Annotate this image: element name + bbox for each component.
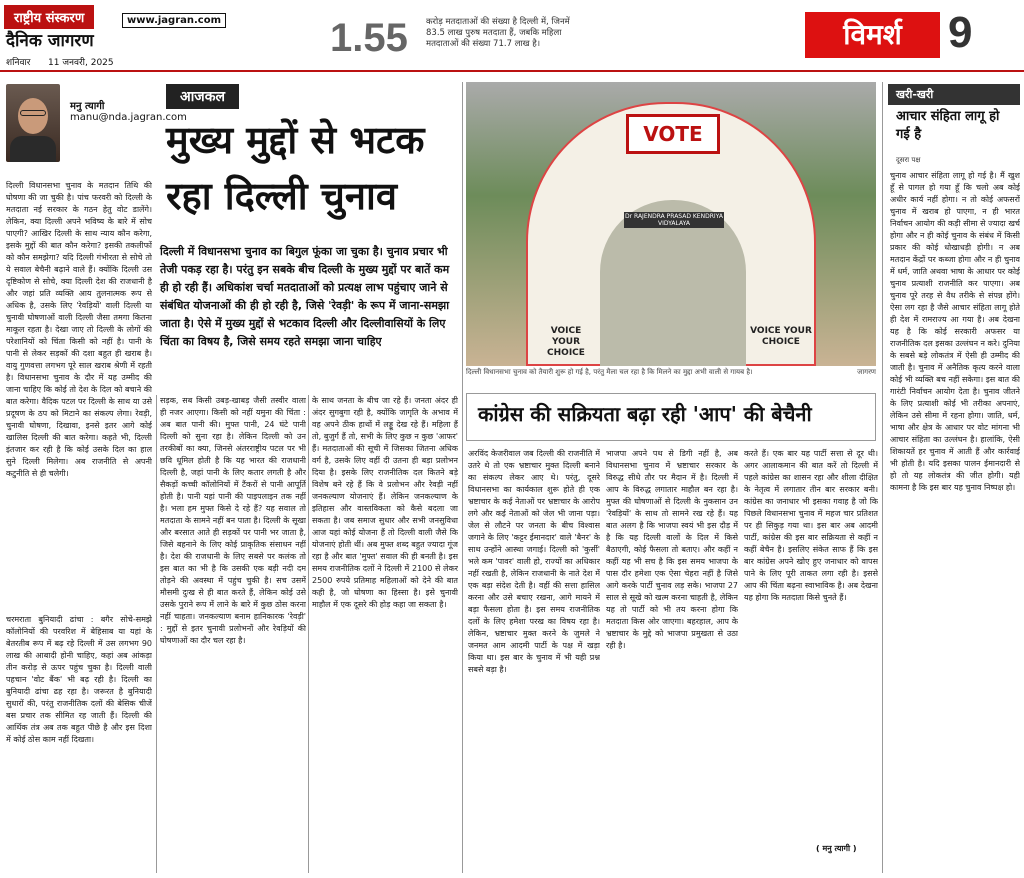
main-article-col2: सड़क, सब किसी उबड़-खाबड़ जैसी तस्वीर वाला ही नजर आएगा। किसी को नहीं यमुना की चिंता : अब बात पानी की। मुफ्त पानी, 24 घंटे पानी दिल्ली को सुना रहा है। लेकिन दिल्ली को उन तरकीबों का क्या, जिनसे अंतरराष्ट्रीय पटल पर भी छवि धूमिल होती है कि यह भारत की राजधानी दिल्ली है, जहां पानी के लिए कतार लगती है और सैकड़ों कच्ची कॉलोनियों में टैंकरों से पानी आपूर्ति होती है। पानी यहां पानी की पाइपलाइन तक नहीं है। भला हम मुफ्त किसे दे रहे हैं? यह सवाल तो मतदाता के सामने नहीं बन पाता है। दिल्ली के सूखा और बरसात आते ही सड़कों पर पानी भर जाता है, जिसे बहनाने के लिए कोई प्राकृतिक संसाधन नहीं है। देश की राजधानी के लिए सबसे पर कलंक तो इस बात का भी है कि उसकी एक बड़ी नदी दम तोड़ने की अवस्था में पहुंच चुकी है। सच उसमें मौसमी दुःख से ही बात करते हैं, लेकिन कोई उसे उसके पुराने रूप में लाने के बारे में कुछ ठोस करना नहीं चाहता। जनकल्याण बनाम हानिकारक 'रेवड़ी' : मुद्दों से इतर चुनावी प्रलोभनों और रेवड़ियों की घोषणाओं का दौर चल रहा है।	[160, 396, 306, 645]
column-divider	[462, 82, 463, 873]
section-title: विमर्श	[805, 12, 940, 58]
sidebar-byline: दूसरा पक्ष	[896, 156, 921, 164]
glasses-icon	[20, 110, 46, 116]
main-article-col3: के साथ जनता के बीच जा रहे हैं। जनता अंदर ही अंदर सुगबुगा रही है, क्योंकि जागृति के अभाव में वह अपने ठीक हाथों में लड्डू देख रहे हैं। महिला हैं तो, बुजुर्ग हैं तो, सभी के लिए कुछ न कुछ 'आफर' हैं। मतदाताओं की सूची में जिसका जितना अधिक वर्ग है, उसके लिए वहीं दी उतना ही बड़ा प्रलोभन दिया है। इसके लिए राजनीतिक दल कितने बड़े विशेष बने रहे हैं कि वे प्रलोभन और रेवड़ी नहीं जनकल्याण योजनाएं हैं। लेकिन जनकल्याण के इतिहास और वास्तविकता को कैसे बदला जा सकता है। जब समाज सुधार और सभी जनसुविधा आज यहां कोई योजना हैं तो दिल्ली वाली जैसे कि योजनाएं होती थीं। अब मुफ्त शब्द बहुत ज्यादा गूंज रहा है और बात 'मुफ्त' सवाल की ही बनती है। इस समय राजनीतिक दलों ने दिल्ली में 2100 से लेकर 2500 रुपये प्रतिमाह महिलाओं को देने की बात कही है, जो घोषणा का हिस्सा है। इसे चुनावी माहौल में एक दूसरे की होड़ कहा जा सकता है।	[312, 396, 458, 609]
author-face	[18, 98, 48, 134]
caption-text: दिल्ली विधानसभा चुनाव को तैयारी शुरू हो गई है, परंतु मैला चल रहा है कि मिलने का मुद्दा अभी वाली से गायब है।	[466, 368, 753, 376]
main-lead: दिल्ली में विधानसभा चुनाव का बिगुल फूंका जा चुका है। चुनाव प्रचार भी तेजी पकड़ रहा है। परंतु इन सबके बीच दिल्ली के मुख्य मुद्दों पर बातें कम ही हो रही हैं। अधिकांश चर्चा मतदाताओं को प्रत्यक्ष लाभ पहुंचाए जाने से संबंधित योजनाओं की ही हो रही है, जिसे 'रेवड़ी' के रूप में जाना-समझा जाता है। ऐसे में मुख्य मुद्दों से भटकाव दिल्ली और दिल्लीवासियों के लिए चिंता का विषय है, जिसे समय रहते समझा जाना चाहिए	[160, 245, 450, 348]
stat-text: करोड़ मतदाताओं की संख्या है दिल्ली में, जिनमें 83.5 लाख पुरुष मतदाता हैं, जबकि महिला मतदाताओं की संख्या 71.7 लाख है।	[426, 17, 570, 49]
author-name: मनु त्यागी	[70, 101, 105, 112]
column-divider	[308, 395, 309, 873]
second-headline: कांग्रेस की सक्रियता बढ़ा रही 'आप' की बेचैनी	[478, 402, 812, 426]
vote-sign: VOTE	[626, 114, 720, 154]
column-divider	[156, 395, 157, 873]
newspaper-logo: दैनिक जागरण	[6, 31, 94, 51]
voice-choice-right: VOICE YOUR CHOICE	[750, 326, 812, 347]
voting-gate-photo	[466, 82, 876, 366]
main-headline: मुख्य मुद्दों से भटक रहा दिल्ली चुनाव	[166, 118, 425, 218]
voice-choice-left: VOICE YOUR CHOICE	[547, 326, 585, 358]
second-article-col2: भाजपा अपने पथ से डिगी नहीं है, अब विधानसभा चुनाव में भ्रष्टाचार सरकार के विरुद्ध सीधे तौर पर मैदान में है। दिल्ली में आप के विरुद्ध लगातार माहौल बन रहा है। मुफ्त की घोषणाओं से दिल्ली के नुकसान उन 'रेवड़ियों' के साथ तो सामने रख रहे हैं। यह बात अलग है कि भाजपा स्वयं भी इस दौड़ में है कि यह दिल्ली वालों के दिल में किसे बैठाएगी, कोई फैसला तो बताए। और कहीं न कहीं यह भी सच है कि इस समय भाजपा के पास दौर हमेशा एक ऐसा चेहरा नहीं है जिसे आगे करके पार्टी चुनाव लड़ सके। भाजपा 27 साल से सूखे को खत्म करना चाहती है, लेकिन यह तो पार्टी को भी तय करना होगा कि मतदाता किस ओर जाएगा। बहरहाल, आप के भ्रष्टाचार के मुद्दे को भाजपा प्रमुखता से उठा रही है।	[606, 449, 738, 650]
edition-label: राष्ट्रीय संस्करण	[4, 5, 94, 29]
photo-credit: जागरण	[857, 368, 876, 376]
photo-caption	[466, 368, 876, 377]
sidebar-headline: आचार संहिता लागू हो गई है	[896, 109, 1000, 142]
website-link[interactable]: www.jagran.com	[122, 13, 226, 28]
column-divider	[882, 82, 883, 873]
stat-number: 1.55	[330, 16, 408, 60]
main-article-col1b: चरमराता बुनियादी ढांचा : बगैर सोचे-समझे कॉलोनियों की परवरिश में बेहिसाब या यहां के बेतरतीब रूप में बढ़ रहे दिल्ली में उस लगभग 90 लाख की आबादी होनी चाहिए, कहां अब आंकड़ा तीन करोड़ से ऊपर पहुंच चुका है। दिल्ली वाली पहचान 'वोट बैंक' भी बढ़ रही है। दिल्ली का बुनियादी ढांचा ढह रहा है। जरूरत है बुनियादी सुधारों की, परंतु राजनीतिक दलों की बेसिक चीजें बस प्रचार तक सीमित रह जाती हैं। दिल्ली की आर्थिक तंत्र अब तक बहुत पीछे है और इस दिशा में कोई ठोस काम नहीं दिखता।	[6, 615, 152, 744]
issue-day: शनिवार	[6, 58, 31, 68]
second-article-byline: ( मनु त्यागी )	[816, 844, 857, 853]
author-email[interactable]: manu@nda.jagran.com	[70, 112, 187, 123]
author-body	[10, 136, 56, 162]
issue-date: 11 जनवरी, 2025	[48, 58, 114, 68]
sidebar-body: चुनाव आचार संहिता लागू हो गई है। मैं खुश हूँ से पागल हो गया हूँ कि चलो अब कोई अधीर कार्य नहीं होगा। न तो कोई अफसरों चुनाव में खराब हो पाएगा, न ही भारत निर्वाचन आयोग की कड़ी सीमा से ज्यादा खर्च होगा और न ही कोई चुनाव के संबंध में किसी प्रकार की कोई धोखाधड़ी होगी। न अब मतदान केंद्रों पर कब्जा होगा और न ही चुनाव में धर्म, जाति अथवा भाषा के आधार पर कोई चुनाव प्रत्याशी राजनीति कर पाएगा। अब चुनाव पूरे तरह से वैध तरीके से संपन्न होंगे। ऐसा लग रहा है जैसे आचार संहिता लागू होते ही देश में रामराज्य आ गया है। अब देखना यह है कि कोई सरकारी अफसर या राजनीतिक दल इसका उल्लंघन न करे। दुनिया के सबसे बड़े लोकतंत्र में ऐसी ही उम्मीद की जाती है। चुनाव में अनैतिक कृत्य करने वाला कोई भी व्यक्ति बच नहीं सकेगा। इस बात की गारंटी निर्वाचन आयोग देता है। चुनाव जीतने के लिए प्रत्याशी कोई भी तरीका अपनाएं, लेकिन उसे सीमा में रहना होगा। जाति, धर्म, भाषा और क्षेत्र के आधार पर वोट मांगना भी आचार संहिता का उल्लंघन है। हालांकि, ऐसी शिकायतें हर चुनाव में आती हैं और कार्रवाई भी होती है। यदि इसका पालन ईमानदारी से हो तो यह लोकतंत्र की जीत होगी। यही कामना है कि इस बार यह चुनाव निष्पक्ष हो।	[890, 171, 1020, 492]
author-photo	[6, 84, 60, 162]
gate-arch	[526, 102, 816, 366]
school-sign: Dr RAJENDRA PRASAD KENDRIYA VIDYALAYA	[625, 213, 723, 227]
second-article-col1: अरविंद केजरीवाल जब दिल्ली की राजनीति में उतरे थे तो एक भ्रष्टाचार मुक्त दिल्ली बनाने का संकल्प लेकर आए थे। परंतु, दूसरे विधानसभा का कार्यकाल शुरू होते ही एक भ्रष्टाचार के कई नेताओं पर भ्रष्टाचार के आरोप लगे और कई नेताओं को जेल भी जाना पड़ा। जेल से लौटने पर जनता के बीच विश्वास जगाने के लिए 'कट्टर ईमानदार' वाले 'बैनर' के साथ उन्होंने आस्था जगाई। दिल्ली को 'कुर्सी' भले कम 'पावर' वाली हो, राज्यों का अधिकार नहीं रखती है, लेकिन राजधानी के नाते देश में एक बड़ा संदेश देती है। वहीं की सत्ता हासिल करना और उसे बचाए रखना, आगे मायने में बड़ा फैसला होता है। इस समय राजनीतिक दलों के लिए हमेशा परख का विषय रहा है। लेकिन, भ्रष्टाचार मुक्त करने के जुमले ने जनमत आम आदमी पार्टी के पक्ष में खड़ा किया था। इस बार के चुनाव में भी यही प्रश्न सबसे बड़ा है।	[468, 449, 600, 674]
page-number: 9	[948, 8, 973, 57]
second-article-col3: करते हैं। एक बार यह पार्टी सत्ता से दूर थी। अगर आलाकमान की बात करें तो दिल्ली में पहले कांग्रेस का शासन रहा और शीला दीक्षित के नेतृत्व में लगातार तीन बार सरकार बनी। कांग्रेस का जनाधार भी इसका गवाह है जो कि पिछले विधानसभा चुनाव में महज चार प्रतिशत पर ही सिकुड़ गया था। इस बार अब आदमी पार्टी, कांग्रेस की इस बार सक्रियता से कहीं न कहीं बेचैन है। इसलिए संकेत साफ हैं कि इस बार कांग्रेस अपने खोए हुए जनाधार को वापस पाने के लिए पूरी ताकत लगा रही है। इससे आप की चिंता बढ़ना स्वाभाविक है। अब देखना यह होगा कि मतदाता किसे चुनते हैं।	[744, 449, 878, 602]
sidebar-kicker: खरी-खरी	[888, 84, 1020, 105]
main-article-col1: दिल्ली विधानसभा चुनाव के मतदान तिथि की घोषणा की जा चुकी है। पांच फरवरी को दिल्ली के मतदाता नई सरकार के गठन हेतु वोट डालेंगे। लेकिन, क्या दिल्ली अपने भविष्य के बारे में सोच पाएगी? आखिर दिल्ली के साथ न्याय कौन करेगा, इसके मुद्दों की बात कौन करेगा? इसकी तकलीफों को कौन समझेगा? यदि दिल्ली गंभीरता से सोचे तो ये सवाल बेचैनी बढ़ाने वाले हैं। क्योंकि दिल्ली उस दृष्टिकोण से सोचे, क्या दिल्ली देश की राजधानी है और जहां प्रति व्यक्ति आय तुलनात्मक रूप से अधिक है, उसके लिए 'रेवड़ियों' वाली दिल्ली या चुनावी घोषणाओं वाली दिल्ली जैसा तमगा कितना माकूल रहता है। देखा जाए तो दिल्ली के लोगों की परेशानियों को चिंता किसी को नहीं है। पानी के पानी से लेकर सड़कों की दशा बहुत ही खराब है। वायु गुणवत्ता लगभग पूरे साल खराब श्रेणी में रहती है। विधानसभा चुनाव के दौर में यह उम्मीद की जाना चाहिए कि कोई तो देश के दिल को बचाने की बात करेगा। वैदिक पटल पर दिल्ली के साथ या उसे प्रदूषण के ठप को मिटाने का संकल्प लेगा। रेवड़ी, चुनावी घोषणा, दिखावा, इनसे इतर आगे कोई खालिस दिल्ली की बात करेगा। कहते भी, दिल्ली इंतजार कर रही है कि कोई उसके दिल का हाल सुने दिल्ली मिलेगा। अब राजनीति से अपनी कटुनीति से ही चलेगी।	[6, 181, 152, 478]
column-kicker: आजकल	[166, 84, 239, 109]
masthead	[0, 0, 1024, 72]
